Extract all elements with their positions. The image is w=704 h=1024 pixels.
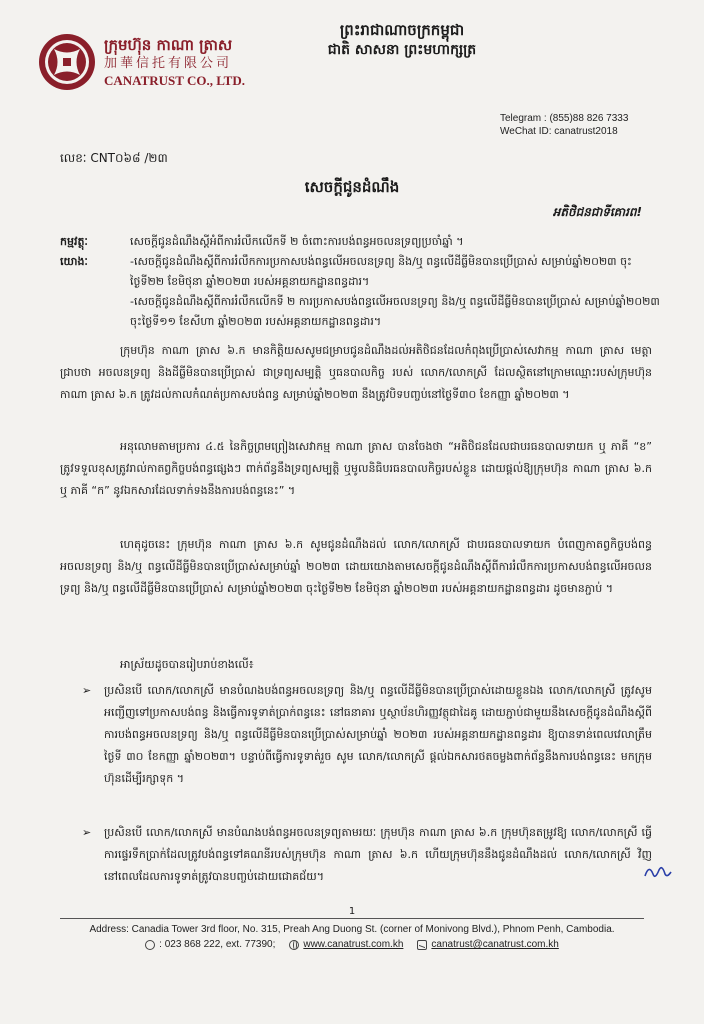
subject-label: កម្មវត្ថុៈ — [60, 235, 88, 248]
mail-icon — [417, 940, 427, 950]
paragraph-1: ក្រុមហ៊ុន កាណា ត្រាស ៦.ក មានកិត្តិយសសូមជម្រាបជូនដំណឹងដល់អតិថិជនដែលកំពុងប្រើប្រាស់សេវាកម្ម កាណា ត្រាស មេត្តាជ្រាបថា អចលនទ្រព្យ និងដីធ្លីមិនបានប្រើប្រាស់ ជាទ្រព្យសម្បត្តិ ឬធនបាលកិច្ច របស់ លោក/លោកស្រី ដែលស្ថិតនៅក្រោមឈ្មោះរបស់ក្រុមហ៊ុន កាណា ត្រាស ៦.ក ត្រូវដល់កាលកំណត់ប្រកាសបង់ពន្ធ សម្រាប់ឆ្នាំ២០២៣ នឹងត្រូវបិទបញ្ចប់នៅថ្ងៃទី៣០ ខែកញ្ញា ឆ្នាំ២០២៣ ។ — [60, 344, 652, 401]
list-item — [82, 822, 652, 888]
company-name-english: CANATRUST CO., LTD. — [104, 73, 245, 88]
company-logo — [37, 32, 97, 92]
paragraph-4: អាស្រ័យដូចបានរៀបរាប់ខាងលើ៖ — [120, 658, 254, 671]
reference-label: យោងៈ — [60, 255, 88, 268]
footer-address: Address: Canadia Tower 3rd floor, No. 315, Preah Ang Duong St. (corner of Monivong Blvd.), Phnom Penh, Cambodia. — [89, 924, 615, 935]
globe-icon — [289, 940, 299, 950]
footer-website[interactable] — [289, 939, 403, 950]
company-name-chinese: 加華信托有限公司 — [104, 56, 233, 71]
kingdom-line-2: ជាតិ សាសនា ព្រះមហាក្សត្រ — [327, 42, 477, 58]
company-name-block — [104, 36, 274, 89]
kingdom-line-1: ព្រះរាជាណាចក្រកម្ពុជា — [339, 21, 465, 39]
wechat-contact: WeChat ID: canatrust2018 — [500, 126, 618, 137]
footer-divider — [60, 918, 644, 919]
footer-phone — [145, 939, 275, 950]
initials-signature — [643, 862, 673, 882]
kingdom-heading — [272, 20, 532, 60]
footer-email[interactable] — [417, 939, 558, 950]
bullet-text-2: ប្រសិនបើ លោក/លោកស្រី មានបំណងបង់ពន្ធអចលនទ្រព្យតាមរយៈ ក្រុមហ៊ុន កាណា ត្រាស ៦.ក ក្រុមហ៊ុនតម្រូវឱ្យ លោក/លោកស្រី ធ្វើការផ្ទេរទឹកប្រាក់ដែលត្រូវបង់ពន្ធទៅគណនីរបស់ក្រុមហ៊ុន កាណា ត្រាស ៦.ក ហើយក្រុមហ៊ុននឹងជូនដំណឹងដល់ លោក/លោកស្រី វិញ នៅពេលដែលការទូទាត់ត្រូវបានបញ្ចប់ដោយជោគជ័យ។ — [104, 826, 652, 883]
list-item — [82, 680, 652, 790]
reference-item-2: -សេចក្ដីជូនដំណឹងស្ដីពីការរំលឹកលើកទី ២ ការប្រកាសបង់ពន្ធលើអចលនទ្រព្យ និង/ឬ ពន្ធលើដីធ្លីមិនបានប្រើប្រាស់ សម្រាប់ឆ្នាំ២០២៣ ចុះថ្ងៃទី១១ ខែសីហា ឆ្នាំ២០២៣ របស់អគ្គនាយកដ្ឋានពន្ធដារ។ — [130, 295, 660, 328]
arrow-bullet-icon: ➢ — [82, 826, 92, 839]
arrow-bullet-icon: ➢ — [82, 684, 92, 697]
footer-email-link[interactable]: canatrust@canatrust.com.kh — [431, 939, 559, 950]
reference-item-1: -សេចក្ដីជូនដំណឹងស្ដីពីការរំលឹកការប្រកាសបង់ពន្ធលើអចលនទ្រព្យ និង/ឬ ពន្ធលើដីធ្លីមិនបានប្រើប្រាស់ សម្រាប់ឆ្នាំ២០២៣ ចុះថ្ងៃទី២២ ខែមិថុនា ឆ្នាំ២០២៣ របស់អគ្គនាយកដ្ឋានពន្ធដារ។ — [130, 255, 632, 288]
subject-text: សេចក្ដីជូនដំណឹងស្ដីអំពីការរំលឹកលើកទី ២ ចំពោះការបង់ពន្ធអចលនទ្រព្យប្រចាំឆ្នាំ ។ — [130, 235, 464, 248]
telegram-contact: Telegram : (855)88 826 7333 — [500, 113, 629, 124]
footer-website-link[interactable]: www.canatrust.com.kh — [303, 939, 404, 950]
social-contacts — [500, 112, 690, 138]
footer-phone-text: : 023 868 222, ext. 77390; — [159, 939, 276, 950]
subject-block — [60, 232, 660, 332]
reference-number: លេខៈ CNT០៦៨ /២៣ — [60, 151, 168, 165]
page-number: 1 — [348, 906, 356, 917]
company-name-khmer: ក្រុមហ៊ុន កាណា ត្រាស — [104, 36, 233, 54]
footer — [60, 924, 644, 950]
paragraph-2: អនុលោមតាមប្រការ ៤.៥ នៃកិច្ចព្រមព្រៀងសេវាកម្ម កាណា ត្រាស បានចែងថា “អតិថិជនដែលជាបរធនបាលទាយក ឬ ភាគី “ខ” ត្រូវទទួលខុសត្រូវរាល់កាតព្វកិច្ចបង់ពន្ធផ្សេងៗ ពាក់ព័ន្ធនឹងទ្រព្យសម្បត្តិ ឬមូលនិធិបរធនបាលកិច្ចរបស់ខ្លួន ដោយផ្ដល់ឱ្យក្រុមហ៊ុន កាណា ត្រាស ៦.ក ឬ ភាគី “ក” នូវឯកសារដែលទាក់ទងនឹងការបង់ពន្ធនេះ” ។ — [60, 440, 652, 497]
document-title: សេចក្ដីជូនដំណឹង — [304, 178, 400, 196]
bullet-text-1: ប្រសិនបើ លោក/លោកស្រី មានបំណងបង់ពន្ធអចលនទ្រព្យ និង/ឬ ពន្ធលើដីធ្លីមិនបានប្រើប្រាស់ដោយខ្លួនឯង លោក/លោកស្រី ត្រូវសូមអញ្ជើញទៅប្រកាសបង់ពន្ធ និងធ្វើការទូទាត់ប្រាក់ពន្ធនេះ នៅធនាគារ ឬស្ថាប័នហិរញ្ញវត្ថុជាដៃគូ ដោយភ្ជាប់ជាមួយនឹងសេចក្ដីជូនដំណឹងស្ដីពីការបង់ពន្ធអចលនទ្រព្យ និង/ឬ ពន្ធលើដីធ្លីមិនបានប្រើប្រាស់សម្រាប់ឆ្នាំ ២០២៣ របស់អគ្គនាយកដ្ឋានពន្ធដារ ឱ្យបានទាន់ពេលវេលាត្រឹមថ្ងៃទី ៣០ ខែកញ្ញា ឆ្នាំ២០២៣។ បន្ទាប់ពីធ្វើការទូទាត់រួច សូម លោក/លោកស្រី ផ្ដល់ឯកសារថតចម្លងពាក់ព័ន្ធនឹងការបង់ពន្ធនេះ មកក្រុមហ៊ុនដើម្បីរក្សាទុក ។ — [104, 684, 652, 785]
greeting: អតិថិជនជាទីគោរព! — [552, 205, 642, 219]
paragraph-3: ហេតុដូចនេះ ក្រុមហ៊ុន កាណា ត្រាស ៦.ក សូមជូនដំណឹងដល់ លោក/លោកស្រី ជាបរធនបាលទាយក បំពេញកាតព្វកិច្ចបង់ពន្ធអចលនទ្រព្យ និង/ឬ ពន្ធលើដីធ្លីមិនបានប្រើប្រាស់សម្រាប់ឆ្នាំ ២០២៣ ដោយយោងតាមសេចក្ដីជូនដំណឹងស្ដីពីការរំលឹកការប្រកាសបង់ពន្ធលើអចលនទ្រព្យ និង/ឬ ពន្ធលើដីធ្លីមិនបានប្រើប្រាស់ សម្រាប់ឆ្នាំ២០២៣ ចុះថ្ងៃទី២២ ខែមិថុនា ឆ្នាំ២០២៣ របស់អគ្គនាយកដ្ឋានពន្ធដារ ដូចមានភ្ជាប់ ។ — [60, 538, 652, 595]
phone-icon — [145, 940, 155, 950]
